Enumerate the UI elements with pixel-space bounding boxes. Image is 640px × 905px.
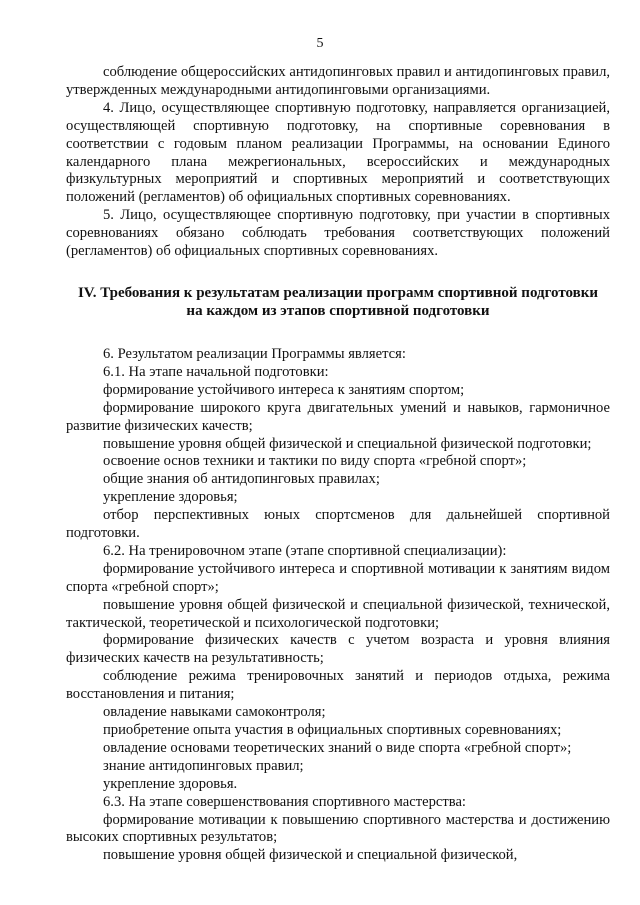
paragraph: приобретение опыта участия в официальных спортивных соревнованиях;	[103, 722, 562, 738]
section-heading-line: IV. Требования к результатам реализации программ спортивной подготовки	[77, 284, 599, 301]
paragraph: знание антидопинговых правил;	[103, 757, 304, 774]
paragraph: овладение основами теоретических знаний о виде спорта «гребной спорт»;	[103, 739, 572, 756]
paragraph: овладение навыками самоконтроля;	[103, 704, 326, 721]
paragraph: общие знания об антидопинговых правилах;	[103, 471, 380, 488]
paragraph: формирование широкого круга двигательных умений и навыков, гармоничное развитие физических качеств;	[66, 399, 610, 434]
paragraph: 6.3. На этапе совершенствования спортивного мастерства:	[103, 793, 466, 810]
paragraph: освоение основ техники и тактики по виду спорта «гребной спорт»;	[103, 453, 527, 470]
paragraph: 6.2. На тренировочном этапе (этапе спортивной специализации):	[103, 542, 507, 559]
paragraph: укрепление здоровья;	[103, 489, 238, 506]
paragraph: укрепление здоровья.	[103, 775, 238, 792]
paragraph: 4. Лицо, осуществляющее спортивную подготовку, направляется организацией, осуществляющей спортивную подготовку, на спортивные соревнования в соответствии с годовым планом реализации Программы, на основании Единого календарного плана межрегиональных, всероссийских и международных физкультурных мероприятий и спортивных мероприятий и соответствующих положений (регламентов) об официальных спортивных соревнованиях.	[66, 99, 610, 206]
page-content	[66, 64, 610, 865]
section-heading-line: на каждом из этапов спортивной подготовки	[186, 303, 490, 320]
section-heading	[66, 284, 610, 321]
paragraph: 6.1. На этапе начальной подготовки:	[103, 363, 329, 380]
paragraph: формирование физических качеств с учетом возраста и уровня влияния физических качеств на результативность;	[66, 632, 610, 667]
paragraph: повышение уровня общей физической и специальной физической,	[103, 847, 518, 864]
page-number: 5	[316, 36, 324, 51]
paragraph: повышение уровня общей физической и специальной физической подготовки;	[103, 435, 592, 452]
paragraph: формирование устойчивого интереса к занятиям спортом;	[103, 381, 465, 398]
paragraph: 5. Лицо, осуществляющее спортивную подготовку, при участии в спортивных соревнованиях обязано соблюдать требования соответствующих положений (регламентов) об официальных спортивных соревнованиях.	[66, 207, 610, 260]
paragraph: отбор перспективных юных спортсменов для дальнейшей спортивной подготовки.	[66, 507, 610, 542]
paragraph: формирование устойчивого интереса и спортивной мотивации к занятиям видом спорта «гребной спорт»;	[66, 560, 610, 595]
paragraph: соблюдение режима тренировочных занятий и периодов отдыха, режима восстановления и питания;	[66, 668, 610, 703]
paragraph: 6. Результатом реализации Программы является:	[103, 345, 406, 362]
paragraph: формирование мотивации к повышению спортивного мастерства и достижению высоких спортивных результатов;	[66, 811, 610, 846]
paragraph: повышение уровня общей физической и специальной физической, технической, тактической, теоретической и психологической подготовки;	[66, 596, 610, 631]
paragraph: соблюдение общероссийских антидопинговых правил и антидопинговых правил, утвержденных международными антидопинговыми организациями.	[66, 64, 610, 98]
